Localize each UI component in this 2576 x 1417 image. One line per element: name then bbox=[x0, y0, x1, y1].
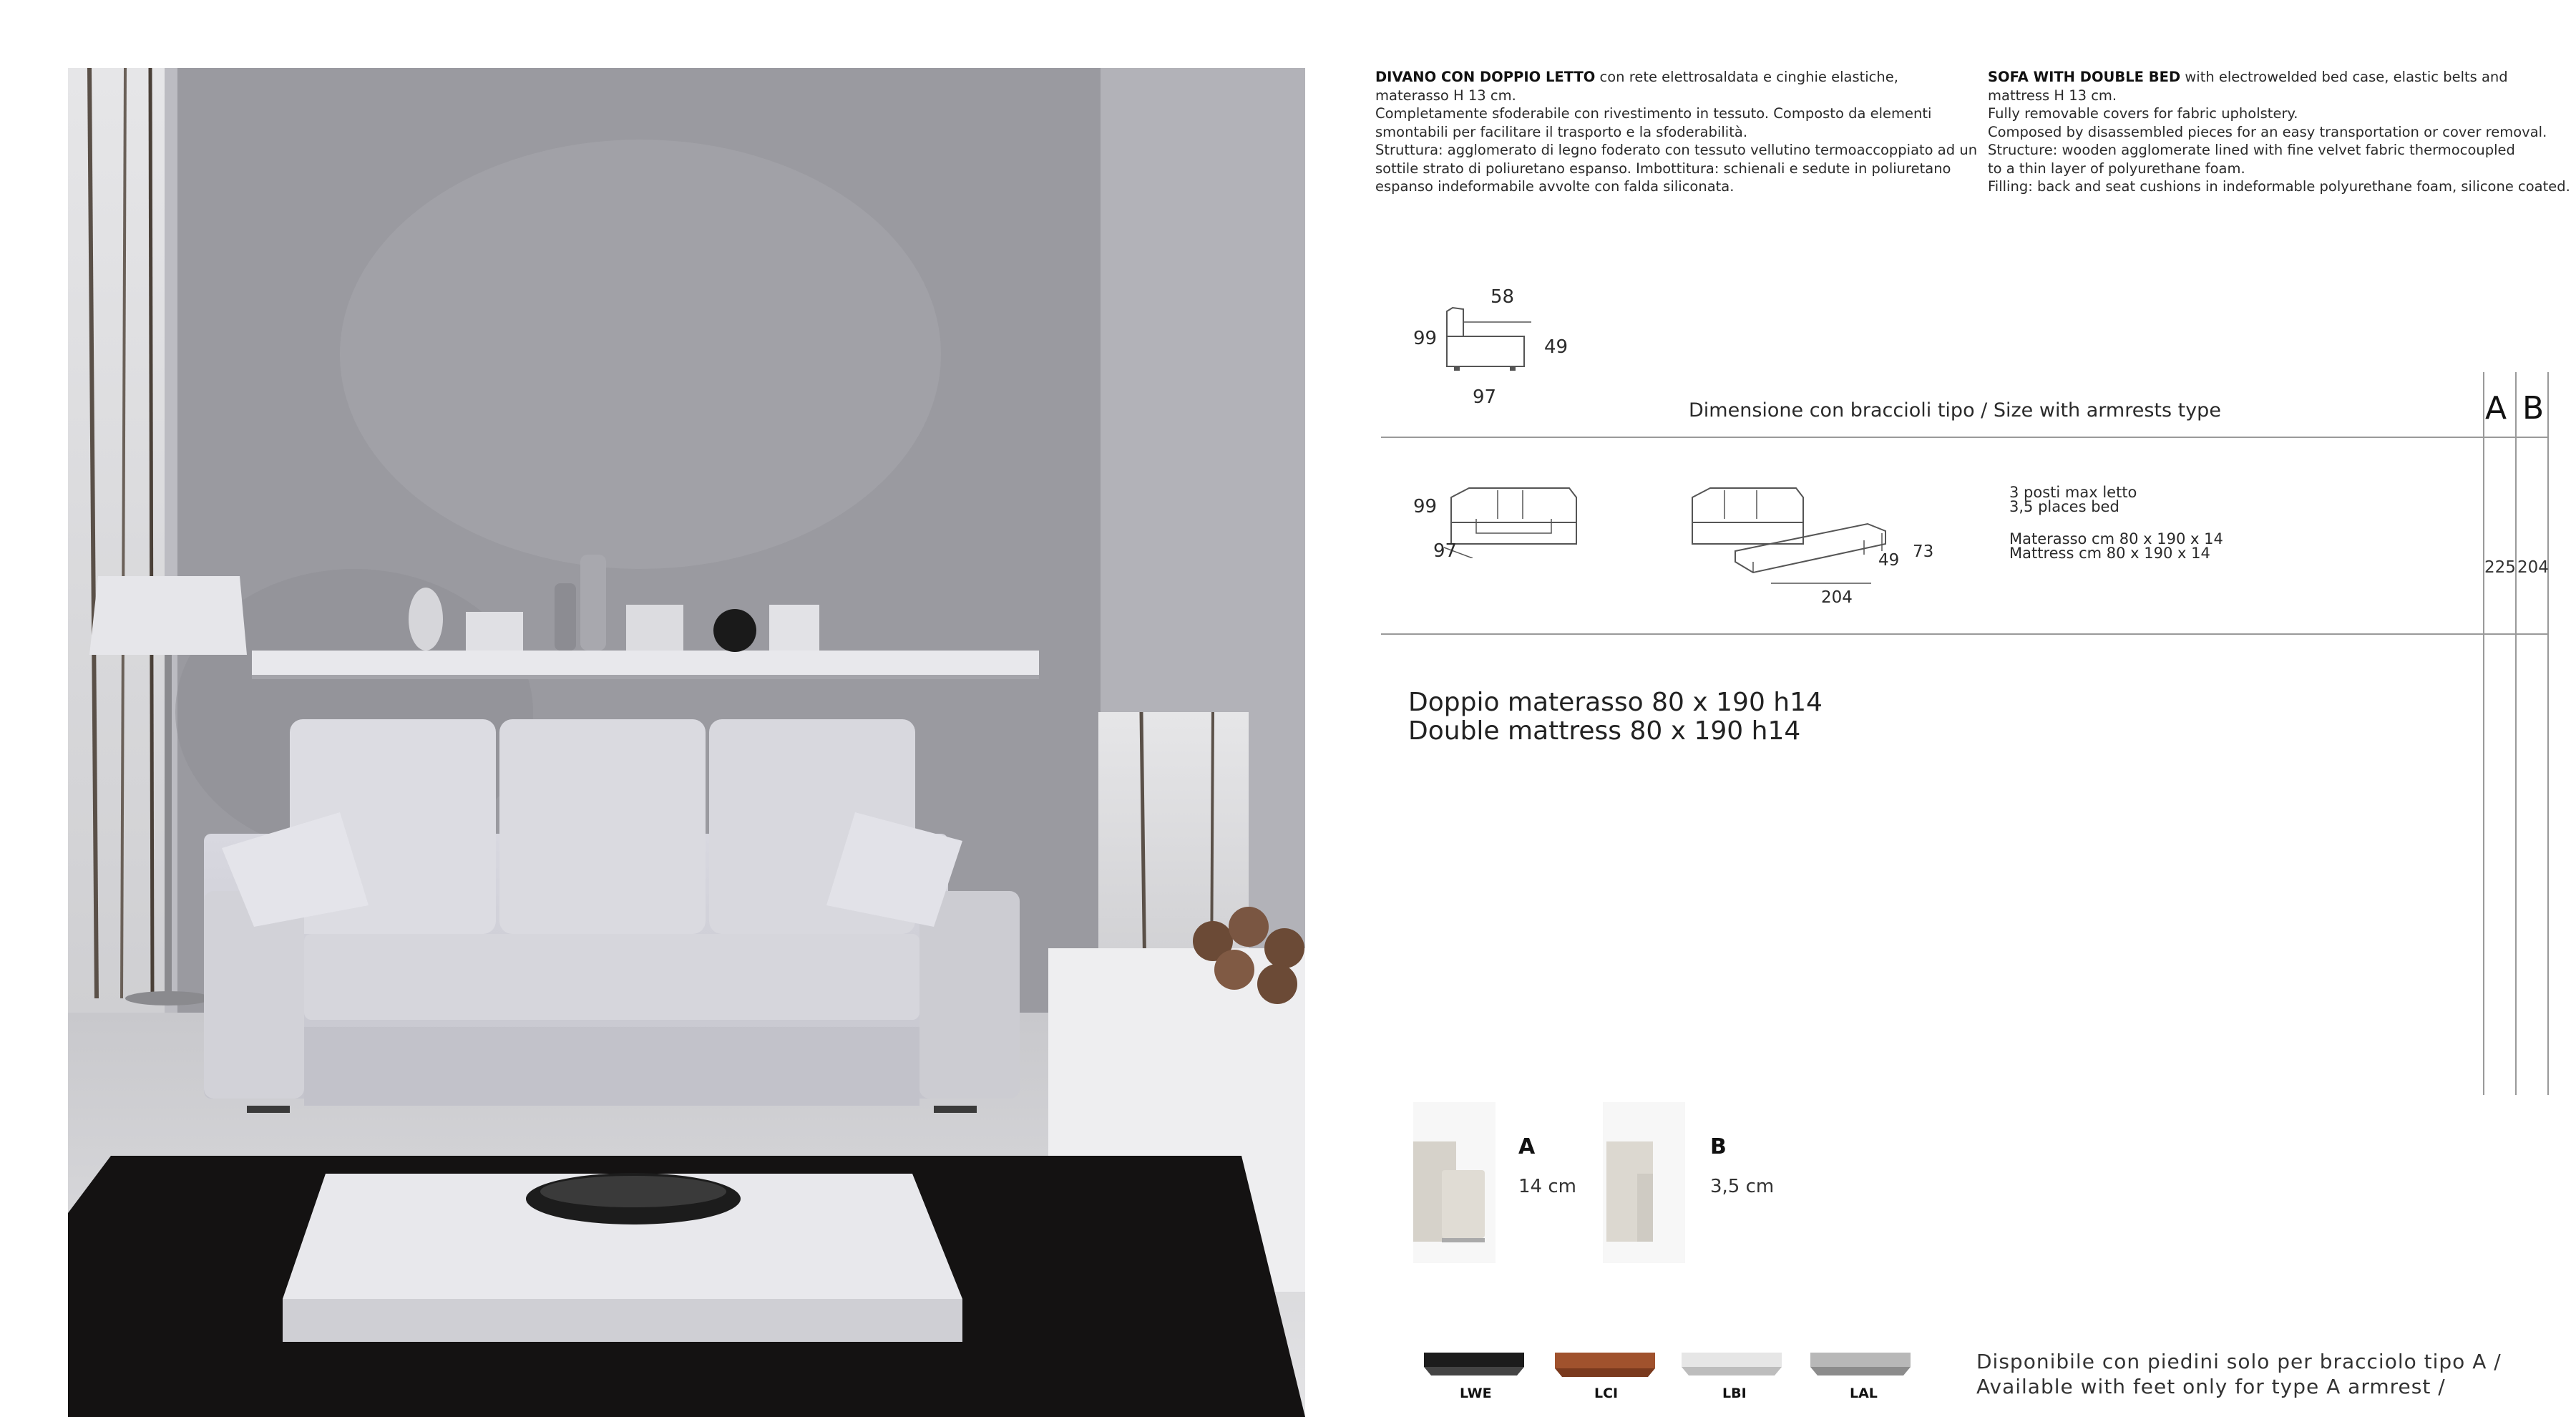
description-italian-line: con rete elettrosaldata e cinghie elastiche, bbox=[1595, 69, 1898, 85]
value-a: 225 bbox=[2484, 558, 2516, 577]
finish-lci-swatch bbox=[1551, 1345, 1659, 1383]
description-italian-line: espanso indeformabile avvolte con falda siliconata. bbox=[1375, 178, 1735, 195]
description-italian-line: materasso H 13 cm. bbox=[1375, 87, 1516, 104]
product-info-mattress-it: Materasso cm 80 x 190 x 14 bbox=[2009, 530, 2223, 547]
description-italian-line: smontabili per facilitare il trasporto e la sfoderabilità. bbox=[1375, 123, 1748, 140]
description-english-title: SOFA WITH DOUBLE BED bbox=[1988, 69, 2181, 85]
description-english-line: mattress H 13 cm. bbox=[1988, 87, 2117, 104]
size-title: Dimensione con braccioli tipo / Size with armrests type bbox=[1689, 399, 2221, 422]
armchair-height: 99 bbox=[1413, 328, 1438, 349]
bed-height: 73 bbox=[1913, 542, 1934, 561]
availability-note-en: Available with feet only for type A armrest / bbox=[1976, 1375, 2446, 1398]
mattress-note-en: Double mattress 80 x 190 h14 bbox=[1408, 716, 1801, 746]
bed-length: 204 bbox=[1821, 588, 1853, 607]
availability-note bbox=[1976, 1349, 2502, 1399]
armrest-a-image bbox=[1413, 1102, 1496, 1263]
description-italian-line: Completamente sfoderabile con rivestimento in tessuto. Composto da elementi bbox=[1375, 105, 1932, 122]
finish-lwe-code: LWE bbox=[1460, 1386, 1492, 1401]
availability-note-it: Disponibile con piedini solo per bracciolo tipo A / bbox=[1976, 1350, 2502, 1373]
description-italian bbox=[1375, 68, 1977, 196]
column-divider bbox=[2547, 372, 2549, 1095]
armchair-depth-top: 58 bbox=[1491, 286, 1515, 308]
description-english-line: with electrowelded bed case, elastic belts and bbox=[2180, 69, 2508, 85]
description-english-line: Filling: back and seat cushions in indeformable polyurethane foam, silicone coated. bbox=[1988, 178, 2570, 195]
product-info-mattress-en: Mattress cm 80 x 190 x 14 bbox=[2009, 545, 2210, 562]
bed-seat-height: 49 bbox=[1878, 551, 1900, 570]
finish-lbi-swatch bbox=[1678, 1345, 1785, 1383]
description-italian-line: sottile strato di poliuretano espanso. Imbottitura: schienali e sedute in poliuretano bbox=[1375, 160, 1951, 177]
column-divider bbox=[2515, 372, 2517, 1095]
column-header-b: B bbox=[2522, 390, 2545, 427]
finish-lal-swatch bbox=[1807, 1345, 1914, 1383]
table-divider bbox=[1381, 633, 2547, 635]
product-info-seats-en: 3,5 places bed bbox=[2009, 498, 2119, 515]
value-b: 204 bbox=[2517, 558, 2549, 577]
finish-lbi-code: LBI bbox=[1722, 1386, 1747, 1401]
column-header-a: A bbox=[2485, 390, 2507, 427]
armrest-b-size: 3,5 cm bbox=[1710, 1176, 1775, 1197]
description-italian-title: DIVANO CON DOPPIO LETTO bbox=[1375, 69, 1596, 85]
armchair-seat-height: 49 bbox=[1544, 336, 1568, 358]
description-italian-line: Struttura: agglomerato di legno foderato con tessuto vellutino termoaccoppiato ad un bbox=[1375, 142, 1978, 158]
sofa-bed-diagram bbox=[1685, 479, 1893, 594]
mattress-note-it: Doppio materasso 80 x 190 h14 bbox=[1408, 688, 1823, 717]
armrest-a-letter: A bbox=[1518, 1134, 1536, 1159]
finish-lal-code: LAL bbox=[1850, 1386, 1878, 1401]
sofa-diagram bbox=[1437, 479, 1587, 558]
finish-lci-code: LCI bbox=[1594, 1386, 1619, 1401]
armrest-b-image bbox=[1603, 1102, 1685, 1263]
description-english-line: Fully removable covers for fabric upholstery. bbox=[1988, 105, 2298, 122]
sofa-depth: 97 bbox=[1433, 540, 1458, 562]
armrest-b-letter: B bbox=[1710, 1134, 1727, 1159]
description-english-line: to a thin layer of polyurethane foam. bbox=[1988, 160, 2245, 177]
living-room-photo bbox=[68, 68, 1305, 1417]
sofa-height: 99 bbox=[1413, 496, 1438, 517]
description-english-line: Composed by disassembled pieces for an easy transportation or cover removal. bbox=[1988, 123, 2547, 140]
finish-lwe-swatch bbox=[1420, 1345, 1528, 1383]
table-divider bbox=[1381, 437, 2547, 438]
description-english bbox=[1988, 68, 2570, 196]
armrest-a-size: 14 cm bbox=[1518, 1176, 1576, 1197]
description-english-line: Structure: wooden agglomerate lined with fine velvet fabric thermocoupled bbox=[1988, 142, 2515, 158]
column-divider bbox=[2483, 372, 2484, 1095]
product-info-seats-it: 3 posti max letto bbox=[2009, 484, 2137, 501]
armchair-side-diagram bbox=[1438, 301, 1535, 379]
armchair-width: 97 bbox=[1473, 386, 1497, 408]
